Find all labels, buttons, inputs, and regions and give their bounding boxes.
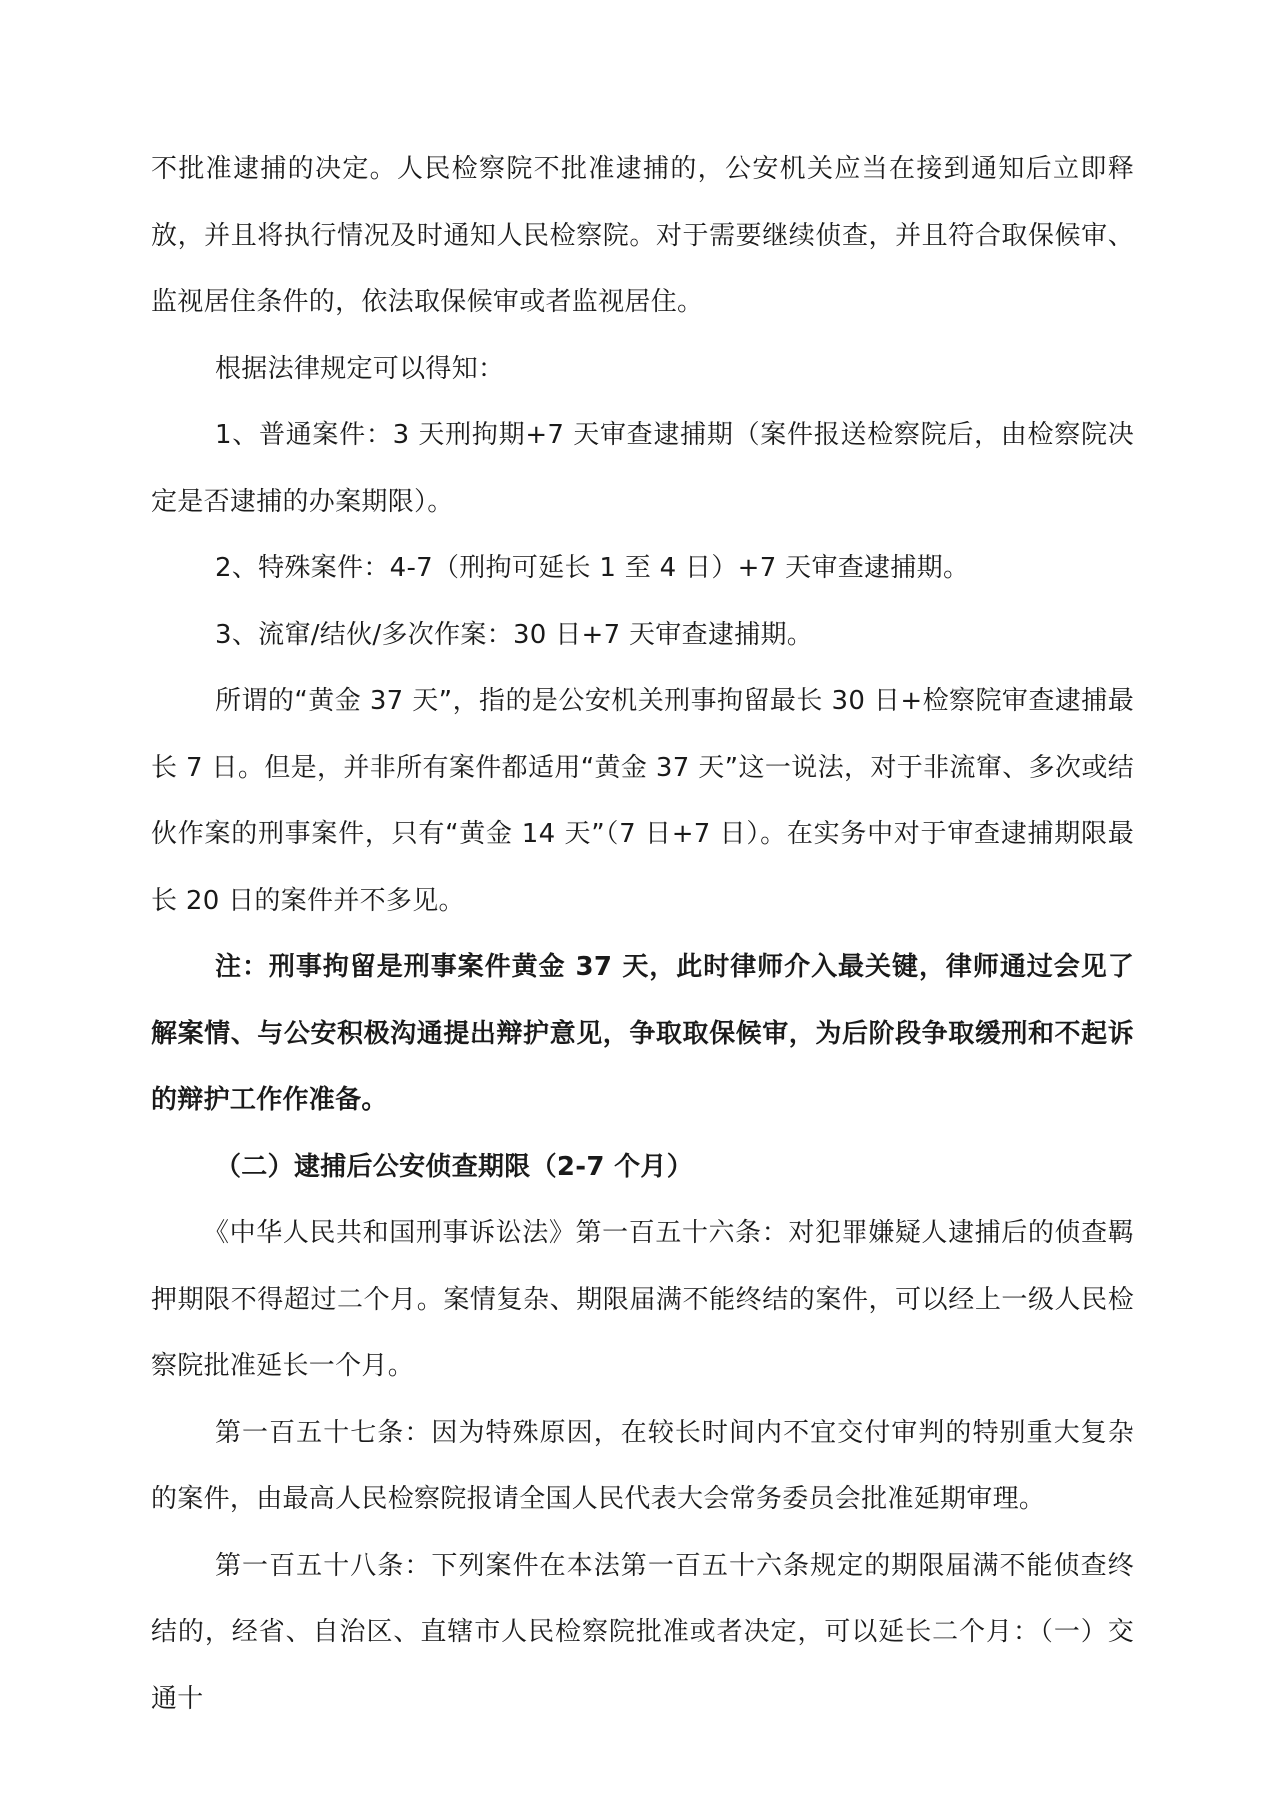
paragraph-legal-summary-intro: 根据法律规定可以得知： (215, 353, 505, 384)
section-heading-investigation-period: （二）逮捕后公安侦查期限（2-7 个月） (215, 1151, 694, 1182)
paragraph-article-157: 第一百五十七条：因为特殊原因，在较长时间内不宜交付审判的特别重大复杂的案件，由最高人民检察院报请全国人民代表大会常务委员会批准延期审理。 (151, 1417, 1134, 1514)
paragraph-ordinary-case: 1、普通案件：3 天刑拘期+7 天审查逮捕期（案件报送检察院后，由检察院决定是否逮捕的办案期限）。 (151, 420, 1134, 517)
document-page (151, 136, 1134, 1732)
paragraph-golden-37-days: 所谓的“黄金 37 天”，指的是公安机关刑事拘留最长 30 日+检察院审查逮捕最长 7 日。但是，并非所有案件都适用“黄金 37 天”这一说法，对于非流窜、多次或结伙作案的刑事案件，只有“黄金 14 天”（7 日+7 日）。在实务中对于审查逮捕期限最长 20 日的案件并不多见。 (151, 686, 1134, 916)
faint-watermark (930, 1756, 1260, 1790)
paragraph-gang-case: 3、流窜/结伙/多次作案：30 日+7 天审查逮捕期。 (215, 619, 814, 650)
paragraph-lawyer-note: 注：刑事拘留是刑事案件黄金 37 天，此时律师介入最关键，律师通过会见了解案情、与公安积极沟通提出辩护意见，争取取保候审，为后阶段争取缓刑和不起诉的辩护工作作准备。 (151, 952, 1134, 1115)
paragraph-article-156: 《中华人民共和国刑事诉讼法》第一百五十六条：对犯罪嫌疑人逮捕后的侦查羁押期限不得超过二个月。案情复杂、期限届满不能终结的案件，可以经上一级人民检察院批准延长一个月。 (151, 1218, 1134, 1381)
paragraph-release-notice: 不批准逮捕的决定。人民检察院不批准逮捕的，公安机关应当在接到通知后立即释放，并且将执行情况及时通知人民检察院。对于需要继续侦查，并且符合取保候审、监视居住条件的，依法取保候审或者监视居住。 (151, 154, 1134, 317)
paragraph-special-case: 2、特殊案件：4-7（刑拘可延长 1 至 4 日）+7 天审查逮捕期。 (215, 553, 970, 583)
paragraph-article-158: 第一百五十八条：下列案件在本法第一百五十六条规定的期限届满不能侦查终结的，经省、自治区、直辖市人民检察院批准或者决定，可以延长二个月：（一）交通十 (151, 1550, 1134, 1714)
